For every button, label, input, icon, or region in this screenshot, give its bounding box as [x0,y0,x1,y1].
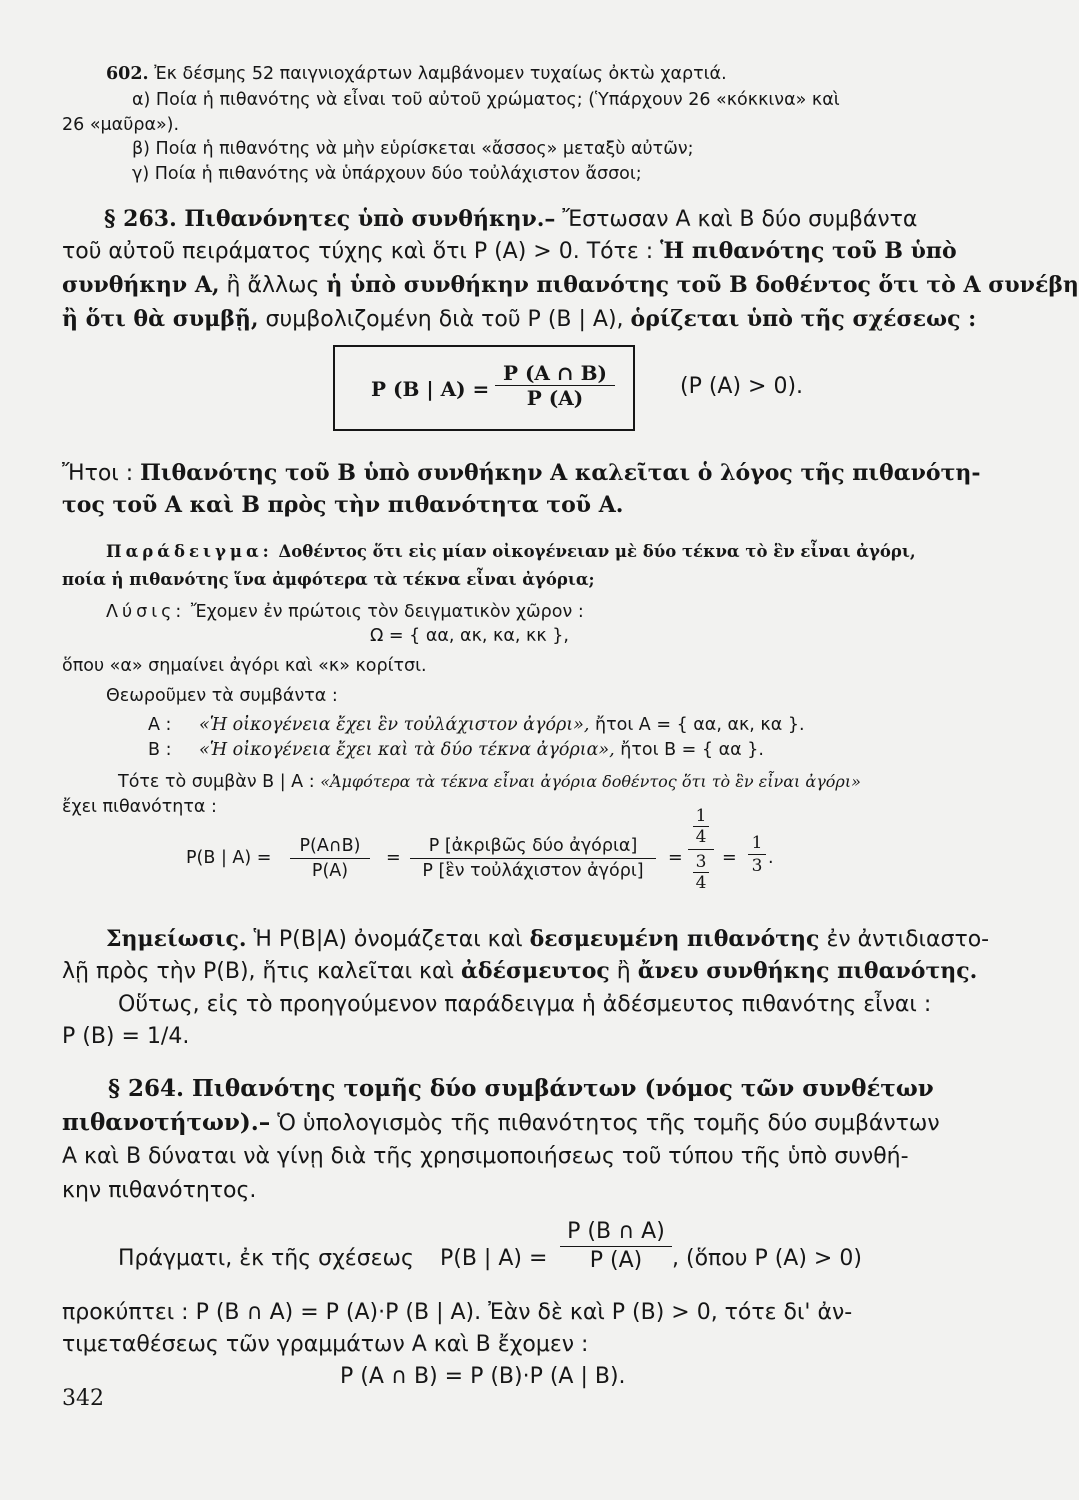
example-label: Παράδειγμα: [106,542,273,561]
note-line3: Οὕτως, εἰς τὸ προηγούμενον παράδειγμα ἡ ἀδέσμευτος πιθανότης εἶναι : [118,992,932,1017]
page-number: 342 [62,1386,104,1411]
section-264-line4: κην πιθανότητος. [62,1178,257,1203]
has-probability: ἔχει πιθανότητα : [62,797,217,817]
relation-condition: , (ὅπου P (A) > 0) [672,1246,862,1271]
exercise-602-a-line1: α) Ποία ἡ πιθανότης νὰ εἶναι τοῦ αὐτοῦ χρώματος; (Ὑπάρχουν 26 «κόκκινα» καὶ [132,90,840,110]
formula-fraction: P (A ∩ B) P (A) [495,361,615,410]
pragmati-text: Πράγματι, ἐκ τῆς σχέσεως [118,1246,414,1271]
consider-events: Θεωροῦμεν τὰ συμβάντα : [106,686,338,706]
sample-space: Ω = { αα, ακ, κα, κκ }, [370,626,569,646]
formula-lhs: P (B | A) = [371,377,490,401]
exercise-602-b: β) Ποία ἡ πιθανότης νὰ μὴν εὑρίσκεται «ἄσσος» μεταξὺ αὐτῶν; [132,139,694,159]
calc-equals-3: = [722,848,737,868]
notation-note: ὅπου «α» σημαίνει ἀγόρι καὶ «κ» κορίτσι. [62,656,427,676]
event-a: Α : «Ἡ οἰκογένεια ἔχει ἓν τοὐλάχιστον ἀγόρι», ἤτοι Α = { αα, ακ, κα }. [148,715,805,735]
compound-fraction: 1 4 3 4 [688,806,714,893]
section-263-line3: συνθήκην Α, ἢ ἄλλως ἡ ὑπὸ συνθήκην πιθανότης τοῦ Β δοθέντος ὅτι τὸ Α συνέβη [62,272,1079,298]
calc-fraction-2: P [ἀκριβῶς δύο ἀγόρια] P [ἓν τοὐλάχιστον ἀγόρι] [410,834,656,883]
section-264-heading: § 264. Πιθανότης τομῆς δύο συμβάντων (νόμος τῶν συνθέτων [108,1075,934,1102]
prokyptei-line: προκύπτει : P (B ∩ A) = P (A)·P (B | A). Ἐὰν δὲ καὶ P (B) > 0, τότε δι' ἀν- [62,1300,853,1325]
calc-equals-1: = [386,848,401,868]
multiplication-law: P (A ∩ B) = P (B)·P (A | B). [340,1364,626,1389]
exercise-602-c: γ) Ποία ἡ πιθανότης νὰ ὑπάρχουν δύο τοὐλάχιστον ἄσσοι; [132,164,642,184]
note-line1: Σημείωσις. Ἡ P(B|A) ὀνομάζεται καὶ δεσμευμένη πιθανότης ἐν ἀντιδιαστο- [106,926,990,952]
antimetathesis-line: τιμεταθέσεως τῶν γραμμάτων Α καὶ Β ἔχομεν : [62,1332,589,1357]
calc-lhs: P(B | A) = [186,848,272,868]
definition-statement-line2: τος τοῦ Α καὶ Β πρὸς τὴν πιθανότητα τοῦ Α. [62,492,624,518]
section-263-heading: § 263. Πιθανόνητες ὑπὸ συνθήκην.– [104,206,556,232]
calc-equals-2: = [668,848,683,868]
result-period: . [768,848,774,868]
result-fraction: 1 3 [748,832,766,877]
calc-fraction-1: P(A∩B) P(A) [290,834,370,883]
section-264-line3: Α καὶ Β δύναται νὰ γίνῃ διὰ τῆς χρησιμοποιήσεως τοῦ τύπου τῆς ὑπὸ συνθή- [62,1144,909,1169]
note-line2: λῇ πρὸς τὴν P(B), ἥτις καλεῖται καὶ ἀδέσμευτος ἢ ἄνευ συνθήκης πιθανότης. [62,958,978,984]
note-line4: P (B) = 1/4. [62,1024,190,1049]
event-b: Β : «Ἡ οἰκογένεια ἔχει καὶ τὰ δύο τέκνα ἀγόρια», ἤτοι Β = { αα }. [148,740,764,760]
relation-lhs: P(B | A) = [440,1246,548,1271]
section-263-line4: ἢ ὅτι θὰ συμβῇ, συμβολιζομένη διὰ τοῦ P (B | A), ὁρίζεται ὑπὸ τῆς σχέσεως : [62,306,977,332]
exercise-602-intro: 602. Ἐκ δέσμης 52 παιγνιοχάρτων λαμβάνομεν τυχαίως ὀκτὼ χαρτιά. [106,64,727,84]
example-line1: Παράδειγμα: Δοθέντος ὅτι εἰς μίαν οἰκογένειαν μὲ δύο τέκνα τὸ ἓν εἶναι ἀγόρι, [106,542,916,561]
formula-condition: (P (A) > 0). [680,374,804,399]
exercise-602-a-line2: 26 «μαῦρα»). [62,115,180,135]
section-263-line1: § 263. Πιθανόνητες ὑπὸ συνθήκην.– Ἔστωσαν Α καὶ Β δύο συμβάντα [104,206,918,232]
definition-statement-line1: Ἤτοι : Πιθανότης τοῦ Β ὑπὸ συνθήκην Α καλεῖται ὁ λόγος τῆς πιθανότη- [62,460,981,486]
relation-fraction: P (B ∩ A) P (A) [560,1218,672,1275]
definition-formula-box [333,345,635,431]
exercise-number: 602. [106,64,149,84]
section-264-line2: πιθανοτήτων).– Ὁ ὑπολογισμὸς τῆς πιθανότητος τῆς τομῆς δύο συμβάντων [62,1109,940,1136]
conditional-event-line: Τότε τὸ συμβὰν Β | Α : «Ἀμφότερα τὰ τέκνα εἶναι ἀγόρια δοθέντος ὅτι τὸ ἓν εἶναι ἀγόρι» [118,772,861,792]
solution-label: Λύσις: [106,602,186,622]
note-label: Σημείωσις. [106,926,247,952]
example-line2: ποία ἡ πιθανότης ἵνα ἀμφότερα τὰ τέκνα εἶναι ἀγόρια; [62,570,595,589]
section-263-line2: τοῦ αὐτοῦ πειράματος τύχης καὶ ὅτι P (A) > 0. Τότε : Ἡ πιθανότης τοῦ Β ὑπὸ [62,238,957,264]
solution-line: Λύσις: Ἔχομεν ἐν πρώτοις τὸν δειγματικὸν χῶρον : [106,602,584,622]
